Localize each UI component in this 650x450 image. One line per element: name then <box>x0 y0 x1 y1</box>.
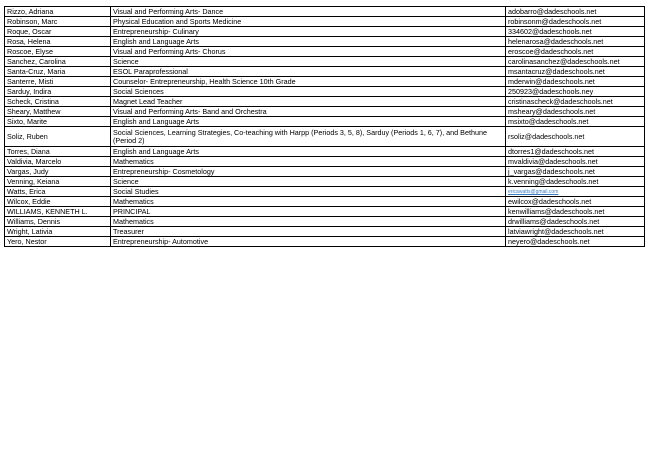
staff-email: neyero@dadeschools.net <box>506 237 645 247</box>
table-row <box>5 47 645 57</box>
staff-email: 250923@dadeschools.ney <box>506 87 645 97</box>
staff-name: Roscoe, Elyse <box>5 47 111 57</box>
staff-email: msheary@dadeschools.net <box>506 107 645 117</box>
staff-department: English and Language Arts <box>111 37 506 47</box>
staff-email: k.venning@dadeschools.net <box>506 177 645 187</box>
staff-email: j_vargas@dadeschools.net <box>506 167 645 177</box>
staff-name: Soliz, Ruben <box>5 127 111 147</box>
staff-department: PRINCIPAL <box>111 207 506 217</box>
staff-department: Social Studies <box>111 187 506 197</box>
table-row <box>5 127 645 147</box>
table-row <box>5 237 645 247</box>
staff-department: Entrepreneurship- Cosmetology <box>111 167 506 177</box>
table-row <box>5 207 645 217</box>
staff-name: Robinson, Marc <box>5 17 111 27</box>
staff-department: Social Sciences <box>111 87 506 97</box>
staff-email: rsoliz@dadeschools.net <box>506 127 645 147</box>
table-row <box>5 37 645 47</box>
staff-email: eroscoe@dadeschools.net <box>506 47 645 57</box>
staff-department: Science <box>111 57 506 67</box>
staff-department: ESOL Paraprofessional <box>111 67 506 77</box>
staff-email: drwilliams@dadeschools.net <box>506 217 645 227</box>
table-row <box>5 97 645 107</box>
staff-department: English and Language Arts <box>111 147 506 157</box>
staff-name: Watts, Erica <box>5 187 111 197</box>
staff-name: Rosa, Helena <box>5 37 111 47</box>
staff-department: Visual and Performing Arts- Dance <box>111 7 506 17</box>
staff-name: Williams, Dennis <box>5 217 111 227</box>
staff-email: kenwilliams@dadeschools.net <box>506 207 645 217</box>
table-row <box>5 197 645 207</box>
staff-name: Santerre, Misti <box>5 77 111 87</box>
staff-email: robinsonm@dadeschools.net <box>506 17 645 27</box>
staff-name: Venning, Keiana <box>5 177 111 187</box>
table-row <box>5 67 645 77</box>
staff-name: Santa-Cruz, Maria <box>5 67 111 77</box>
staff-department: Science <box>111 177 506 187</box>
staff-department: Visual and Performing Arts- Band and Orchestra <box>111 107 506 117</box>
staff-email: mderwin@dadeschools.net <box>506 77 645 87</box>
staff-email: mvaldivia@dadeschools.net <box>506 157 645 167</box>
staff-name: Sheary, Matthew <box>5 107 111 117</box>
staff-department: Magnet Lead Teacher <box>111 97 506 107</box>
staff-email <box>506 187 645 197</box>
staff-department: Mathematics <box>111 217 506 227</box>
table-row <box>5 167 645 177</box>
staff-name: Sanchez, Carolina <box>5 57 111 67</box>
staff-name: Wright, Lativia <box>5 227 111 237</box>
staff-name: Yero, Nestor <box>5 237 111 247</box>
table-row <box>5 87 645 97</box>
staff-name: Valdivia, Marcelo <box>5 157 111 167</box>
staff-department: Social Sciences, Learning Strategies, Co-teaching with Harpp (Periods 3, 5, 8), Sarduy (Periods 1, 6, 7), and Bethune (Period 2) <box>111 127 506 147</box>
staff-name: Vargas, Judy <box>5 167 111 177</box>
staff-email: msixto@dadeschools.net <box>506 117 645 127</box>
table-row <box>5 227 645 237</box>
staff-name: Torres, Diana <box>5 147 111 157</box>
staff-email: latviawright@dadeschools.net <box>506 227 645 237</box>
staff-email: adobarro@dadeschools.net <box>506 7 645 17</box>
staff-department: Treasurer <box>111 227 506 237</box>
staff-department: Entrepreneurship- Automotive <box>111 237 506 247</box>
table-row <box>5 177 645 187</box>
staff-department: Entrepreneurship- Culinary <box>111 27 506 37</box>
staff-name: Scheck, Cristina <box>5 97 111 107</box>
staff-email: helenarosa@dadeschools.net <box>506 37 645 47</box>
staff-email-link[interactable]: ericawatts@gmail.com <box>508 189 559 195</box>
table-row <box>5 147 645 157</box>
staff-name: Wilcox, Eddie <box>5 197 111 207</box>
table-row <box>5 117 645 127</box>
staff-department: Mathematics <box>111 197 506 207</box>
table-row <box>5 77 645 87</box>
staff-name: Roque, Oscar <box>5 27 111 37</box>
staff-name: Rizzo, Adriana <box>5 7 111 17</box>
staff-email: dtorres1@dadeschools.net <box>506 147 645 157</box>
table-row <box>5 17 645 27</box>
staff-email: ewilcox@dadeschools.net <box>506 197 645 207</box>
staff-department: Visual and Performing Arts- Chorus <box>111 47 506 57</box>
staff-email: msantacruz@dadeschools.net <box>506 67 645 77</box>
staff-name: WILLIAMS, KENNETH L. <box>5 207 111 217</box>
staff-directory-table <box>4 6 645 247</box>
table-row <box>5 187 645 197</box>
table-row <box>5 57 645 67</box>
staff-department: Mathematics <box>111 157 506 167</box>
table-row <box>5 7 645 17</box>
staff-name: Sixto, Marite <box>5 117 111 127</box>
staff-name: Sarduy, Indira <box>5 87 111 97</box>
staff-email: cristinascheck@dadeschools.net <box>506 97 645 107</box>
staff-department: Physical Education and Sports Medicine <box>111 17 506 27</box>
table-row <box>5 27 645 37</box>
staff-email: 334602@dadeschools.net <box>506 27 645 37</box>
table-row <box>5 157 645 167</box>
table-row <box>5 217 645 227</box>
staff-department: English and Language Arts <box>111 117 506 127</box>
table-row <box>5 107 645 117</box>
staff-department: Counselor- Entrepreneurship, Health Science 10th Grade <box>111 77 506 87</box>
staff-email: carolinasanchez@dadeschools.net <box>506 57 645 67</box>
